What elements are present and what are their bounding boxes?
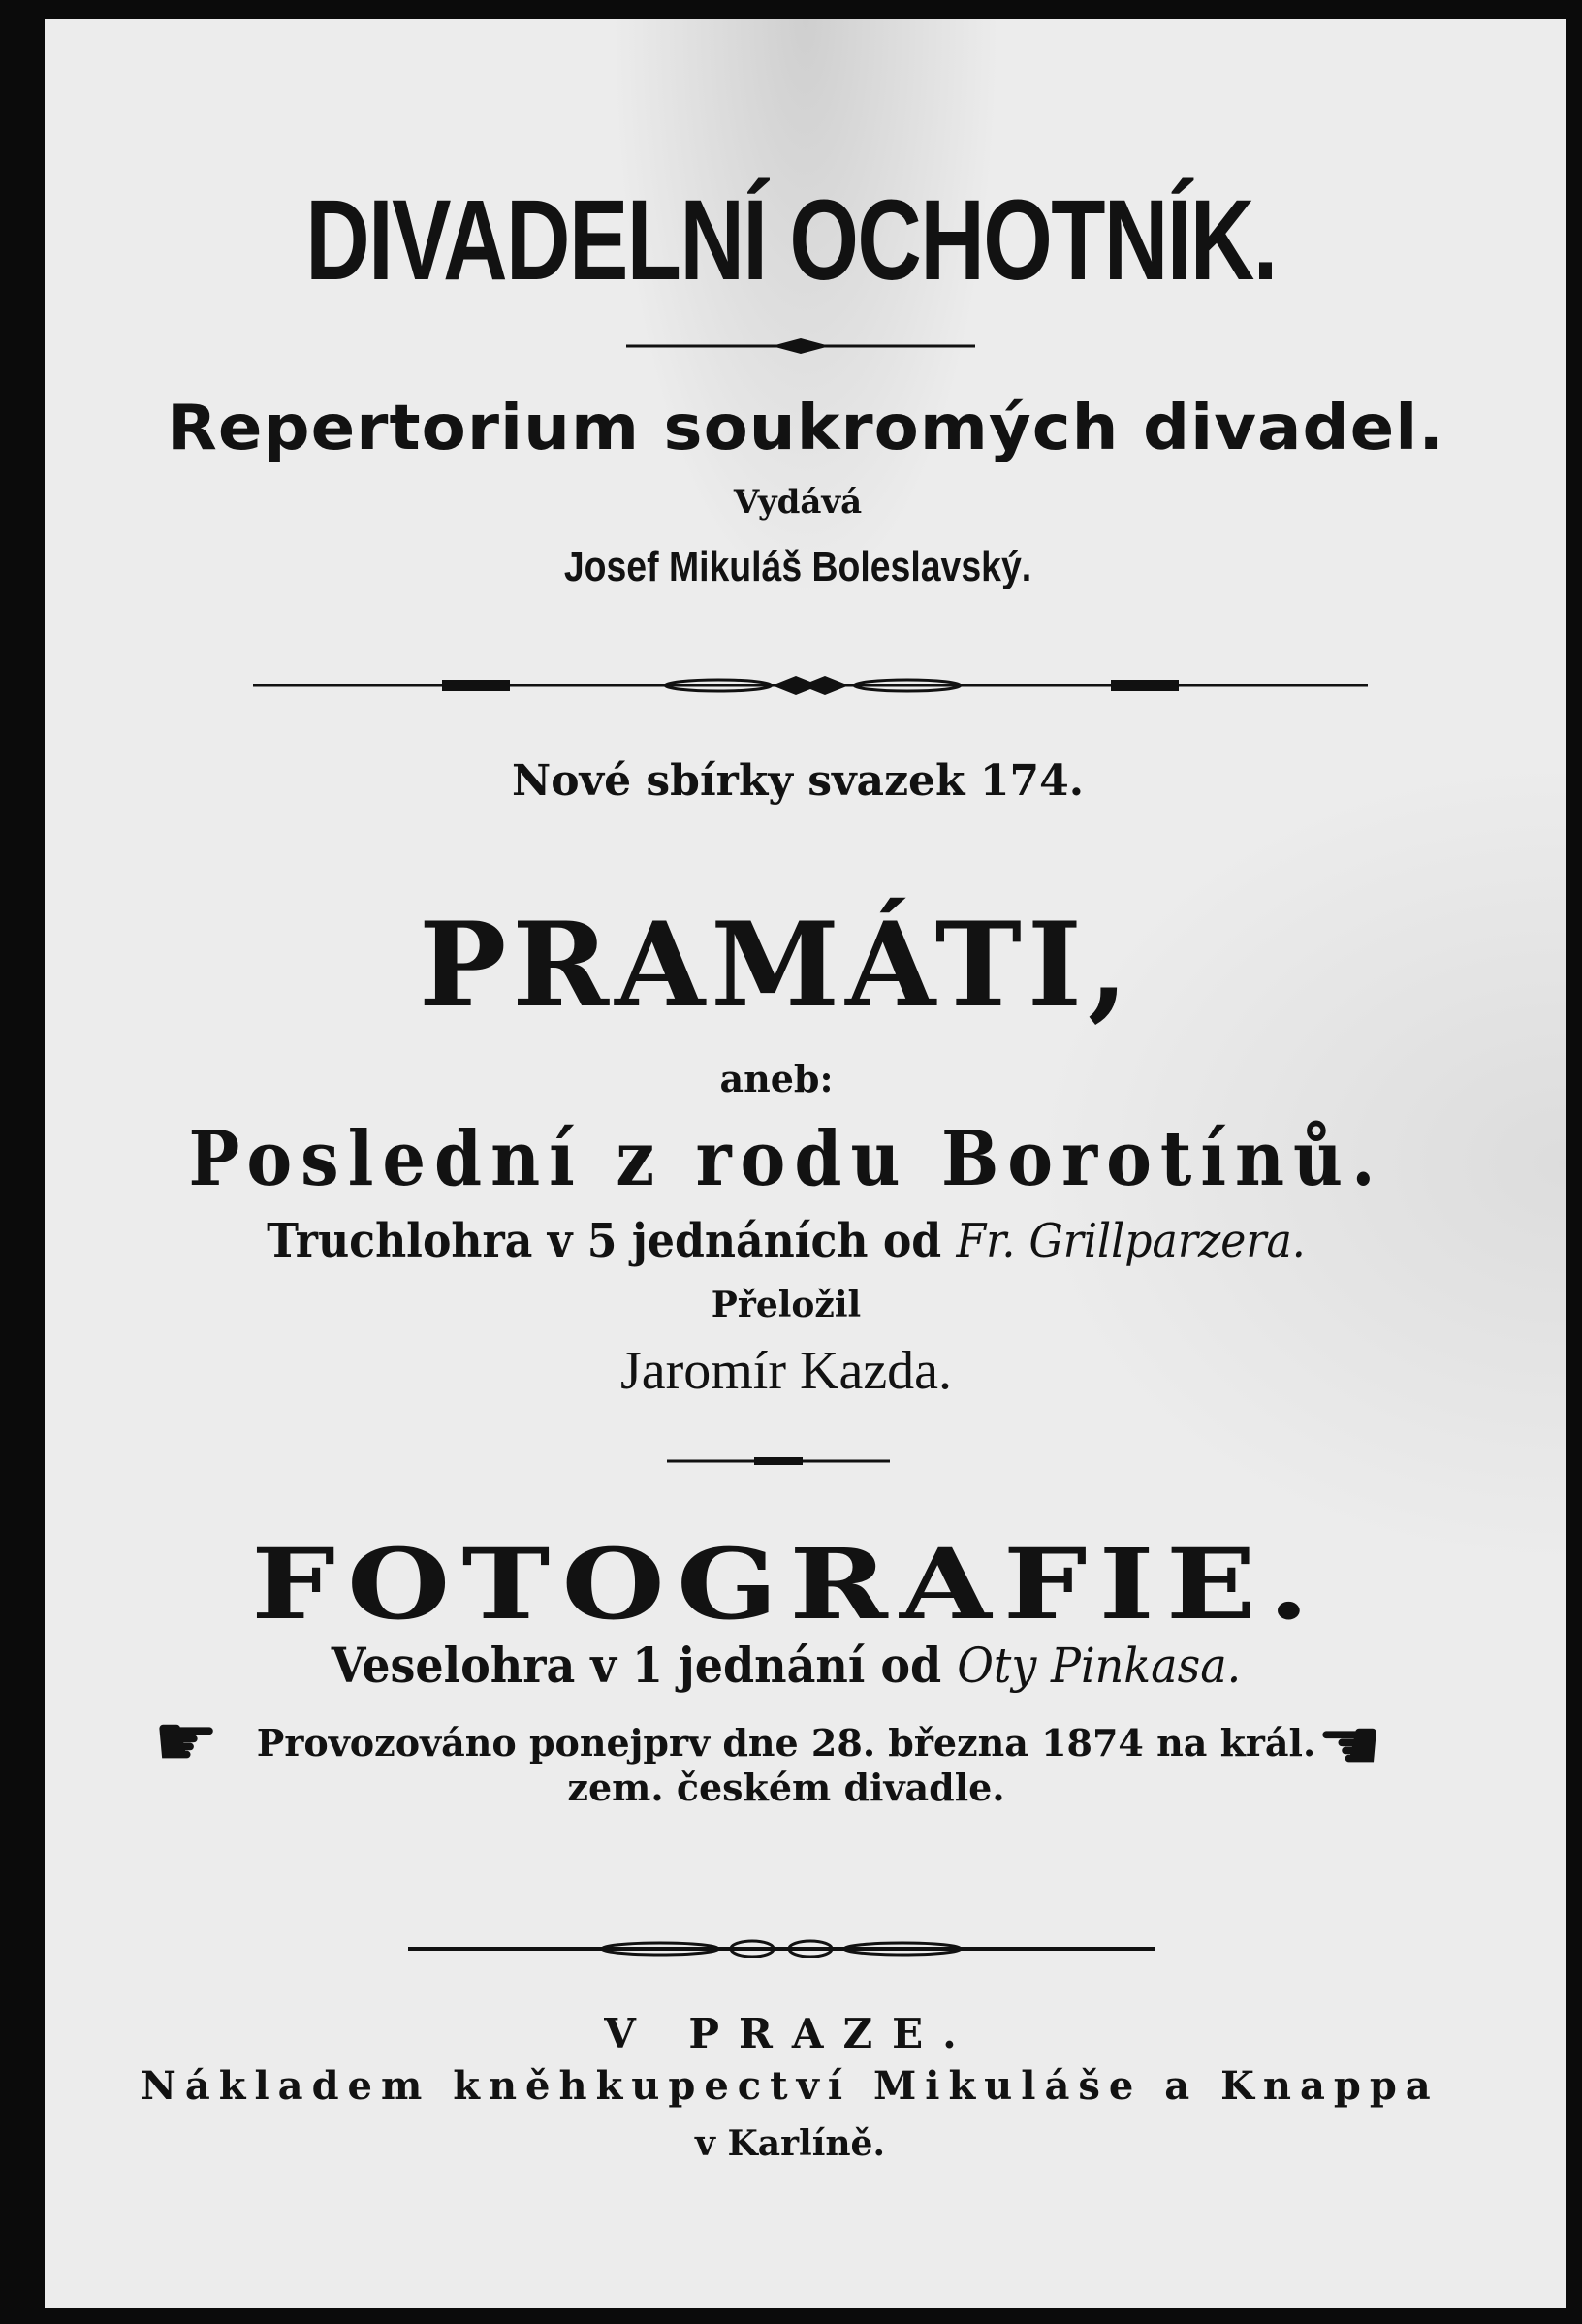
imprint-publisher: Nákladem kněhkupectví Mikuláše a Knappa	[141, 2063, 1440, 2109]
translated-by-label: Přeložil	[711, 1285, 862, 1325]
play-title: PRAMÁTI,	[419, 897, 1134, 1034]
pointing-hand-left-icon: ☚	[1316, 1702, 1383, 1788]
play-genre-text: Truchlohra v 5 jednáních od	[267, 1214, 942, 1268]
bottom-ornamental-rule	[408, 1934, 1155, 1963]
title-page	[45, 19, 1566, 2308]
second-play-author: Oty Pinkasa.	[957, 1638, 1242, 1694]
publisher-name: Josef Mikuláš Boleslavský.	[563, 543, 1032, 590]
short-rule	[667, 1454, 890, 1468]
second-play-title: FOTOGRAFIE.	[251, 1527, 1321, 1641]
performance-line-2: zem. českém divadle.	[567, 1766, 1005, 1809]
play-alt-title: Poslední z rodu Borotínů.	[188, 1115, 1384, 1203]
imprint-city: V PRAZE.	[604, 2010, 976, 2057]
play-genre	[86, 1214, 1486, 1268]
performance-line-1: Provozováno ponejprv dne 28. března 1874 na král.	[256, 1721, 1316, 1765]
series-volume: Nové sbírky svazek 174.	[511, 756, 1085, 806]
journal-subtitle: Repertorium soukromých divadel.	[167, 393, 1444, 464]
second-play-genre-text: Veselohra v 1 jednání od	[331, 1637, 942, 1694]
journal-title: DIVADELNÍ OCHOTNÍK.	[305, 176, 1277, 304]
second-play-genre	[86, 1637, 1486, 1694]
play-author: Fr. Grillparzera.	[956, 1214, 1306, 1268]
publisher-label: Vydává	[733, 483, 863, 522]
imprint-place: v Karlíně.	[695, 2123, 885, 2164]
pointing-hand-right-icon: ☛	[153, 1698, 220, 1784]
ornamental-rule	[253, 671, 1368, 700]
translator-name: Jaromír Kazda.	[619, 1341, 953, 1401]
play-title-connector: aneb:	[719, 1057, 834, 1100]
diamond-rule	[626, 334, 975, 358]
